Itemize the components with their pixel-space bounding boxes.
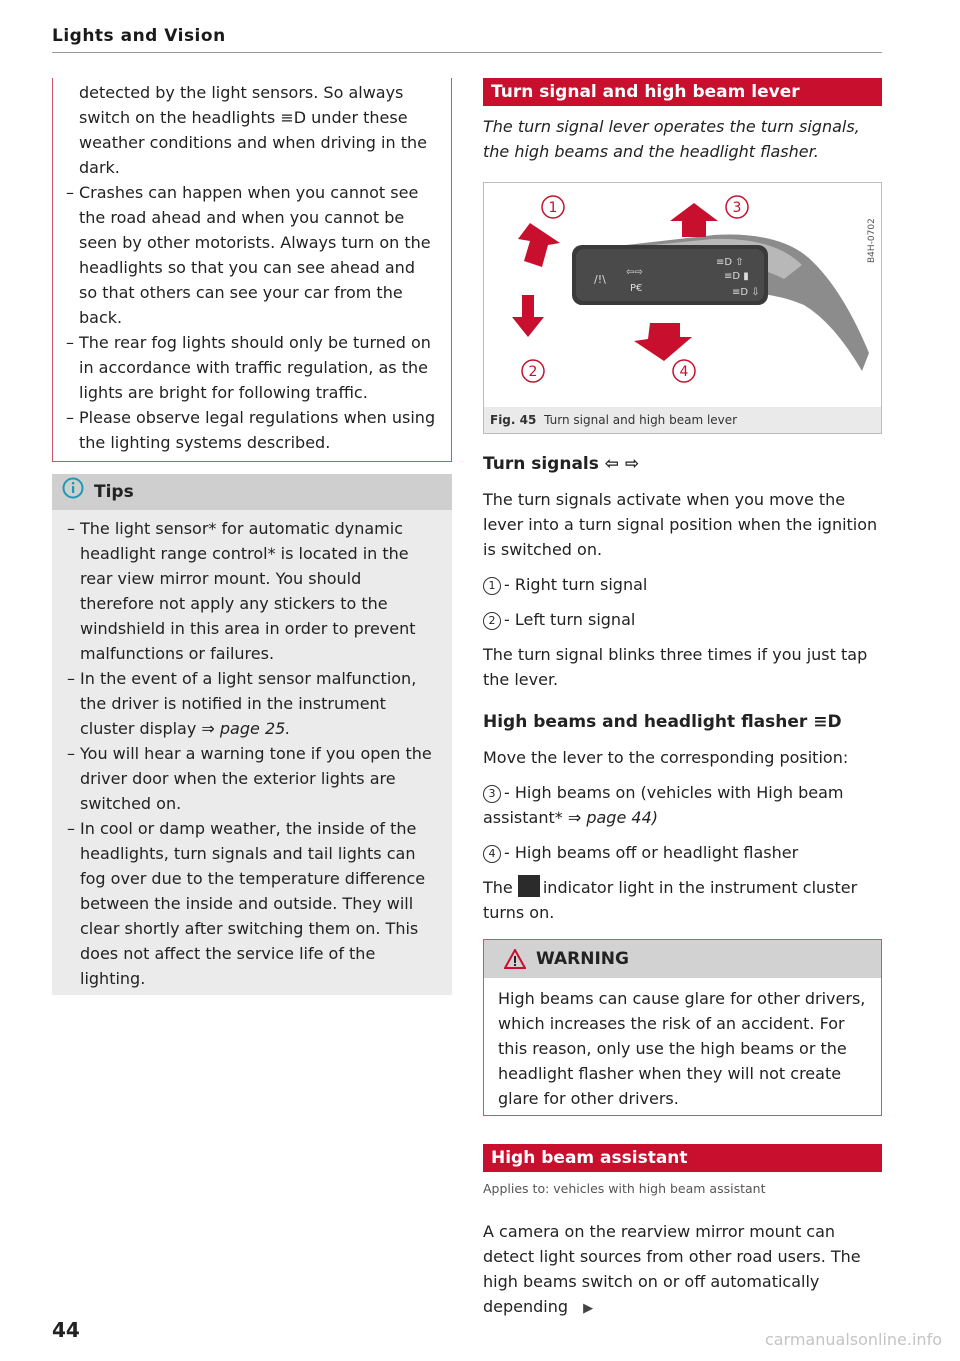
- tips-header: [52, 474, 452, 510]
- warning-bullet: – The rear fog lights should only be turned on in accordance with traffic regulation, as the lights are bright for following traffic.: [66, 333, 431, 402]
- figure-caption: [484, 407, 881, 433]
- callout-2: 2: [528, 364, 538, 380]
- warning-title: WARNING: [536, 948, 629, 969]
- watermark: carmanualsonline.info: [764, 1330, 942, 1349]
- item-high-beams-off: 4 - High beams off or headlight flasher: [483, 840, 882, 865]
- section-intro: The turn signal lever operates the turn signals, the high beams and the headlight flasher.: [483, 117, 860, 161]
- tips-item: – In cool or damp weather, the inside of the headlights, turn signals and tail lights can fog over due to the temperature difference between the inside and outside. They will clear shortly after switching them on. This does not affect the service life of the lighting.: [67, 819, 426, 988]
- section-title-turn-signal: Turn signal and high beam lever: [483, 78, 882, 106]
- high-beams-paragraph: Move the lever to the corresponding position:: [483, 748, 849, 767]
- continue-arrow-icon: ▶: [583, 1301, 594, 1316]
- item-left-turn: 2 - Left turn signal: [483, 607, 882, 632]
- tips-list: [67, 516, 438, 991]
- indicator-paragraph: The indicator light in the instrument cluster turns on.: [483, 875, 882, 925]
- svg-text:P€: P€: [630, 283, 643, 294]
- warning-header: [484, 940, 881, 978]
- arrow-down-left: [512, 295, 544, 337]
- tips-item: – You will hear a warning tone if you open the driver door when the exterior lights are switched on.: [67, 744, 432, 813]
- item-number: 2: [483, 612, 501, 630]
- warning-bullet: – Crashes can happen when you cannot see the road ahead and when you cannot be seen by other motorists. Always turn on the headlights so that you can see ahead and so that others can see your car from the back.: [66, 183, 431, 327]
- item-number: 4: [483, 845, 501, 863]
- svg-text:≡D ⇧: ≡D ⇧: [716, 257, 744, 268]
- applies-to-note: Applies to: vehicles with high beam assistant: [483, 1181, 766, 1196]
- lever-illustration: [484, 183, 881, 407]
- figure-caption-text: Turn signal and high beam lever: [544, 413, 738, 427]
- item-high-beams-on: 3 - High beams on (vehicles with High beam assistant* ⇒ page 44): [483, 783, 844, 827]
- tips-title: Tips: [94, 481, 134, 502]
- callout-4: 4: [679, 364, 689, 380]
- item-number: 1: [483, 577, 501, 595]
- svg-text:/!\: /!\: [594, 273, 606, 286]
- figure-label: Fig. 45: [490, 413, 537, 427]
- page-reference-link[interactable]: ⇒ page 25.: [201, 719, 291, 738]
- warning-body: High beams can cause glare for other drivers, which increases the risk of an accident. For this reason, only use the high beams or the headlight flasher when they will not create glare for other drivers.: [498, 989, 866, 1108]
- page-reference-link[interactable]: ⇒ page 44): [567, 808, 658, 827]
- item-right-turn: 1 - Right turn signal: [483, 572, 882, 597]
- figure-code: B4H-0702: [867, 218, 877, 263]
- hba-paragraph: A camera on the rearview mirror mount can detect light sources from other road users. The high beams switch on or off automatically depending ▶: [483, 1222, 861, 1316]
- header-rule: [52, 52, 882, 53]
- info-icon: [62, 477, 84, 507]
- warning-continuation-text: detected by the light sensors. So always switch on the headlights ≡D under these weather conditions and when driving in the dark.: [79, 83, 427, 177]
- high-beam-indicator-icon: [518, 875, 540, 897]
- turn-signals-paragraph: The turn signals activate when you move the lever into a turn signal position when the ignition is switched on.: [483, 490, 878, 559]
- warning-bullet: – Please observe legal regulations when using the lighting systems described.: [66, 408, 436, 452]
- arrow-up-left: [518, 223, 560, 267]
- page-number: 44: [52, 1318, 80, 1342]
- arrow-down-center: [634, 323, 692, 361]
- callout-1: 1: [548, 200, 558, 216]
- section-title-high-beam-assistant: High beam assistant: [483, 1144, 882, 1172]
- svg-text:⇦⇨: ⇦⇨: [626, 267, 643, 278]
- tips-box: [52, 474, 452, 995]
- left-column: [52, 78, 452, 995]
- tips-item: – In the event of a light sensor malfunction, the driver is notified in the instrument cluster display ⇒ page 25.: [67, 669, 417, 738]
- item-number: 3: [483, 785, 501, 803]
- turn-tap-paragraph: The turn signal blinks three times if you just tap the lever.: [483, 645, 868, 689]
- warning-bullet-list: [66, 180, 437, 455]
- warning-continuation-box: [52, 78, 452, 462]
- arrow-up-right: [670, 203, 718, 237]
- figure-45: [483, 182, 882, 434]
- tips-item: – The light sensor* for automatic dynamic headlight range control* is located in the rear view mirror mount. You should therefore not apply any stickers to the windshield in this area in order to prevent malfunctions or failures.: [67, 519, 416, 663]
- warning-box: [483, 939, 882, 1116]
- turn-signals-heading: Turn signals ⇦ ⇨: [483, 454, 640, 474]
- right-column: [483, 78, 882, 1331]
- svg-text:≡D ▮: ≡D ▮: [724, 271, 749, 282]
- high-beams-heading: High beams and headlight flasher ≡D: [483, 712, 842, 732]
- warning-triangle-icon: [504, 949, 526, 969]
- svg-text:≡D ⇩: ≡D ⇩: [732, 287, 760, 298]
- page-header-title: Lights and Vision: [52, 26, 226, 46]
- callout-3: 3: [732, 200, 742, 216]
